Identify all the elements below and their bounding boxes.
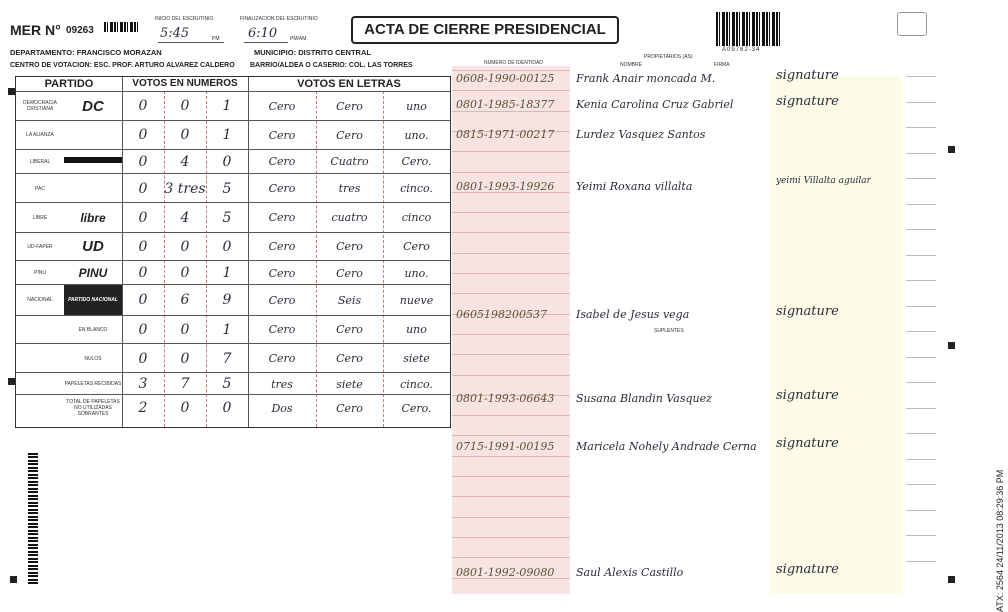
vote-digit: 1 bbox=[222, 321, 232, 338]
party-logo-text: libre bbox=[80, 210, 106, 225]
vote-word: uno. bbox=[404, 266, 429, 280]
vote-word: tres bbox=[338, 182, 361, 196]
identidad-label: NUMERO DE IDENTIDAD bbox=[484, 60, 543, 66]
vote-word: Cero bbox=[268, 182, 296, 196]
party-logo bbox=[64, 174, 122, 203]
vote-word: Cero bbox=[268, 211, 296, 225]
party-row bbox=[16, 91, 450, 121]
party-row bbox=[16, 149, 450, 175]
vote-word: cinco. bbox=[400, 377, 433, 391]
vote-digit: 1 bbox=[222, 98, 232, 115]
party-logo bbox=[64, 150, 122, 175]
vote-digit: 0 bbox=[138, 292, 148, 309]
member-signature: signature bbox=[776, 562, 839, 577]
party-row bbox=[16, 315, 450, 345]
vote-digit: 5 bbox=[222, 376, 232, 393]
small-barcode bbox=[104, 22, 140, 32]
vote-word: Cero bbox=[268, 128, 296, 142]
party-logo bbox=[64, 233, 122, 261]
vote-digit: 6 bbox=[180, 292, 190, 309]
barcode-text: A09762-34 bbox=[722, 47, 761, 53]
propietarios-label: PROPIETARIOS (AS) bbox=[644, 54, 693, 60]
vote-word: Cero bbox=[268, 155, 296, 169]
vote-word: Cero bbox=[268, 293, 296, 307]
vote-word: Cero bbox=[336, 323, 363, 337]
member-name: Saul Alexis Castillo bbox=[576, 566, 684, 579]
party-logo-text: PINU bbox=[78, 266, 108, 280]
vote-word: Seis bbox=[337, 293, 362, 307]
vote-digit: 0 bbox=[138, 98, 148, 115]
vote-digit: 0 bbox=[138, 127, 148, 144]
member-signature: signature bbox=[776, 436, 839, 451]
vote-word: Cero. bbox=[401, 155, 432, 169]
mer-number: 09263 bbox=[66, 25, 94, 36]
party-row bbox=[16, 343, 450, 373]
vote-word: Cero bbox=[336, 266, 363, 280]
document-title: ACTA DE CIERRE PRESIDENCIAL bbox=[351, 16, 619, 44]
vote-word: Cero bbox=[336, 352, 363, 366]
vote-word: Dos bbox=[271, 401, 293, 415]
vote-word: uno. bbox=[404, 128, 429, 142]
vote-digit: 0 bbox=[180, 265, 190, 281]
suplentes-label: SUPLENTES bbox=[654, 328, 684, 334]
vote-digit: 9 bbox=[222, 292, 232, 309]
party-name: LIBERAL bbox=[29, 158, 51, 165]
vote-word: Cero bbox=[336, 401, 363, 415]
party-row bbox=[16, 120, 450, 150]
member-id: 0801-1985-18377 bbox=[456, 98, 555, 111]
col-header-letras: VOTOS EN LETRAS bbox=[297, 78, 401, 90]
party-name: TOTAL DE PAPELETAS NO UTILIZADAS SOBRANTES bbox=[66, 399, 120, 418]
member-name: Maricela Nohely Andrade Cerna bbox=[576, 440, 757, 453]
member-id: 0801-1992-09080 bbox=[456, 566, 555, 579]
barrio-label: BARRIO/ALDEA O CASERIO: COL. LAS TORRES bbox=[250, 62, 413, 69]
vote-word: uno bbox=[406, 323, 427, 337]
vote-word: Cero bbox=[268, 99, 296, 113]
firma-label: FIRMA bbox=[714, 62, 730, 68]
party-name: LIBRE bbox=[32, 214, 48, 221]
party-logo-text: UD bbox=[82, 238, 104, 256]
member-name: Susana Blandin Vasquez bbox=[576, 392, 712, 405]
party-row bbox=[16, 394, 450, 421]
vote-digit: 0 bbox=[138, 321, 148, 338]
side-barcode bbox=[28, 452, 38, 584]
party-name: NACIONAL bbox=[27, 297, 53, 304]
finalizacion-unit: PM/AM bbox=[290, 36, 307, 42]
vote-digit: 7 bbox=[180, 376, 190, 393]
member-id: 0801-1993-06643 bbox=[456, 392, 555, 405]
party-logo bbox=[64, 121, 122, 150]
party-name: PAC bbox=[35, 185, 45, 192]
member-name: Lurdez Vasquez Santos bbox=[576, 128, 706, 141]
vote-digit: 0 bbox=[180, 98, 190, 115]
municipio-label: MUNICIPIO: DISTRITO CENTRAL bbox=[254, 48, 371, 57]
identity-column bbox=[452, 66, 570, 594]
vote-word: tres bbox=[271, 377, 293, 391]
member-id: 0608-1990-00125 bbox=[456, 72, 555, 85]
inicio-label: INICIO DEL ESCRUTINIO bbox=[155, 16, 214, 22]
party-row bbox=[16, 284, 450, 315]
vote-word: Cero bbox=[336, 128, 363, 142]
vote-digit: 0 bbox=[180, 127, 190, 144]
member-signature: signature bbox=[776, 388, 839, 403]
party-row bbox=[16, 173, 450, 203]
party-name: NULOS bbox=[84, 355, 102, 362]
vote-digit: 4 bbox=[180, 153, 190, 170]
vote-digit: 0 bbox=[180, 350, 190, 367]
vote-word: Cuatro bbox=[330, 155, 369, 169]
party-row bbox=[16, 260, 450, 286]
vote-digit: 4 bbox=[180, 209, 190, 226]
registration-mark bbox=[948, 576, 955, 583]
registration-mark bbox=[8, 88, 15, 95]
vote-digit: 0 bbox=[138, 238, 148, 255]
member-id: 0815-1971-00217 bbox=[456, 128, 555, 141]
party-row bbox=[16, 372, 450, 395]
nombre-label: NOMBRE bbox=[620, 62, 642, 68]
vote-word: Cero bbox=[268, 323, 296, 337]
vote-digit: 3 bbox=[138, 376, 148, 393]
member-name: Frank Anair moncada M. bbox=[576, 72, 716, 85]
finalizacion-label: FINALIZACION DEL ESCRUTINIO bbox=[240, 16, 318, 22]
side-stamp: ATX: 2564 24/11/2013 08:29:36 PM bbox=[995, 469, 1005, 612]
party-name: EN BLANCO bbox=[78, 326, 108, 333]
party-name: PINU bbox=[34, 270, 46, 276]
vote-digit: 3 tres bbox=[164, 180, 206, 197]
col-header-numeros: VOTOS EN NUMEROS bbox=[132, 78, 238, 89]
party-logo-text: DC bbox=[82, 97, 104, 115]
vote-word: Cero bbox=[336, 99, 363, 113]
vote-word: Cero bbox=[268, 240, 296, 254]
vote-digit: 1 bbox=[222, 265, 232, 281]
party-row bbox=[16, 202, 450, 232]
vote-digit: 1 bbox=[222, 127, 232, 144]
party-logo bbox=[64, 261, 122, 286]
vote-digit: 0 bbox=[180, 400, 190, 417]
main-barcode bbox=[716, 12, 782, 46]
member-signature: signature bbox=[776, 68, 839, 83]
member-signature: yeimi Villalta aguilar bbox=[776, 176, 871, 186]
party-logo bbox=[64, 203, 122, 232]
vote-word: cuatro bbox=[331, 211, 368, 225]
finalizacion-value: 6:10 bbox=[248, 26, 278, 41]
vote-word: Cero. bbox=[401, 401, 432, 415]
party-row bbox=[16, 232, 450, 261]
vote-word: siete bbox=[403, 352, 430, 366]
registration-mark bbox=[10, 576, 17, 583]
vote-word: Cero bbox=[268, 266, 296, 280]
vote-digit: 5 bbox=[222, 209, 232, 226]
vote-word: Cero bbox=[336, 240, 363, 254]
party-name: DEMOCRACIA CRISTIANA bbox=[23, 100, 57, 113]
party-name: LA ALIANZA bbox=[26, 132, 54, 139]
mer-label: MER N° bbox=[10, 22, 61, 38]
vote-digit: 7 bbox=[222, 350, 232, 367]
centro-label: CENTRO DE VOTACION: ESC. PROF. ARTURO ALVAREZ CALDERO bbox=[10, 62, 235, 69]
vote-digit: 0 bbox=[222, 238, 232, 255]
vote-digit: 0 bbox=[180, 321, 190, 338]
inicio-unit: PM bbox=[212, 36, 220, 42]
votes-table bbox=[15, 76, 451, 428]
registration-mark bbox=[8, 378, 15, 385]
vote-digit: 0 bbox=[138, 209, 148, 226]
party-logo bbox=[64, 285, 122, 315]
party-name: UD-FAPER bbox=[27, 243, 53, 250]
vote-digit: 0 bbox=[138, 153, 148, 170]
member-name: Isabel de Jesus vega bbox=[576, 308, 690, 321]
vote-digit: 0 bbox=[222, 400, 232, 417]
vote-digit: 0 bbox=[180, 238, 190, 255]
vote-word: Cero bbox=[268, 352, 296, 366]
signature-column bbox=[770, 76, 902, 594]
party-logo-text: PARTIDO NACIONAL bbox=[68, 297, 118, 304]
vote-digit: 0 bbox=[138, 265, 148, 281]
col-header-partido: PARTIDO bbox=[44, 78, 94, 90]
registration-mark bbox=[948, 342, 955, 349]
vote-digit: 5 bbox=[222, 180, 232, 197]
registration-mark bbox=[948, 146, 955, 153]
member-signature: signature bbox=[776, 304, 839, 319]
member-id: 0715-1991-00195 bbox=[456, 440, 555, 453]
vote-word: uno bbox=[406, 99, 427, 113]
party-name: PAPELETAS RECIBIDAS bbox=[64, 381, 122, 388]
party-logo bbox=[64, 92, 122, 121]
member-id: 0801-1993-19926 bbox=[456, 180, 555, 193]
vote-word: Cero bbox=[403, 240, 430, 254]
vote-word: siete bbox=[336, 377, 363, 391]
departamento-label: DEPARTAMENTO: FRANCISCO MORAZAN bbox=[10, 48, 162, 57]
member-signature: signature bbox=[776, 94, 839, 109]
vote-word: nueve bbox=[399, 293, 434, 307]
member-id: 0605198200537 bbox=[456, 308, 547, 321]
corner-box bbox=[897, 12, 927, 36]
vote-word: cinco bbox=[401, 211, 432, 225]
vote-digit: 0 bbox=[138, 350, 148, 367]
vote-word: cinco. bbox=[400, 182, 433, 196]
inicio-value: 5:45 bbox=[160, 26, 190, 41]
vote-digit: 0 bbox=[222, 153, 232, 170]
vote-digit: 2 bbox=[138, 400, 148, 417]
member-name: Yeimi Roxana villalta bbox=[576, 180, 693, 193]
member-name: Kenia Carolina Cruz Gabriel bbox=[576, 98, 734, 111]
vote-digit: 0 bbox=[138, 180, 148, 197]
